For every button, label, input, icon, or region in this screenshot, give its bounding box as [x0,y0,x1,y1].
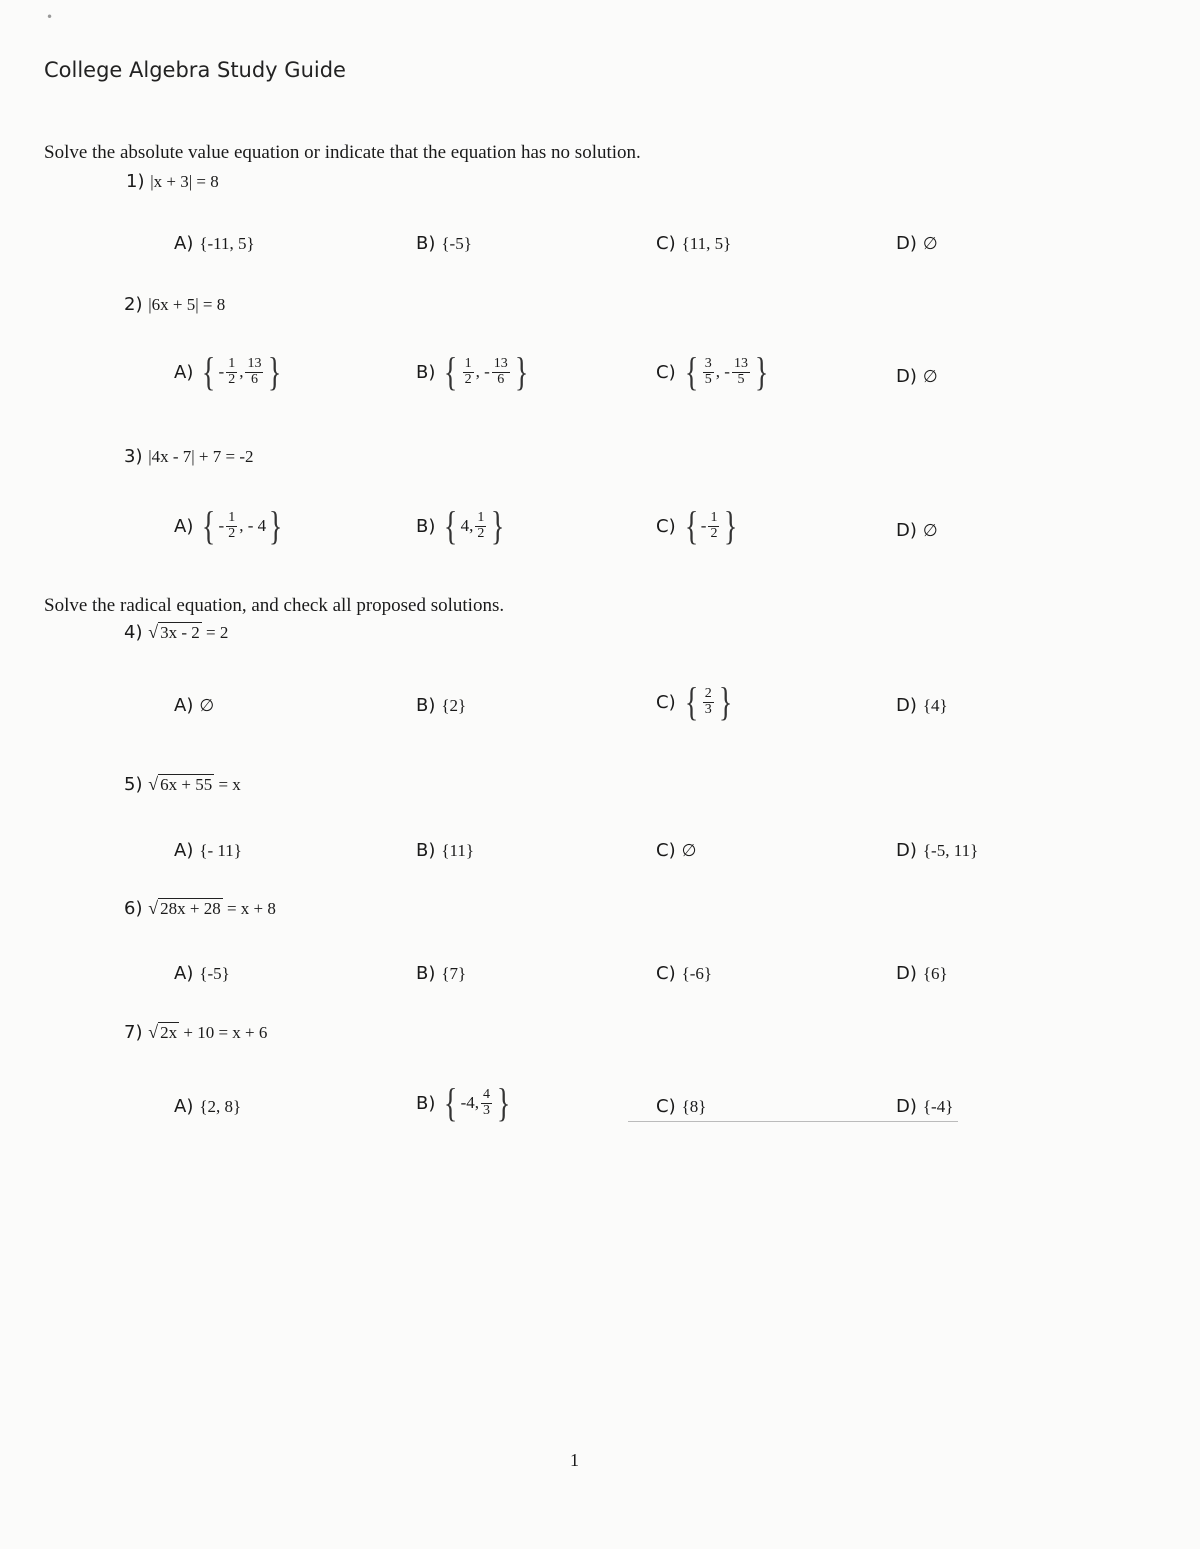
option-label: A) [174,233,194,254]
fraction [481,1088,492,1118]
option-value [682,679,735,724]
question-1-option-b[interactable] [416,233,472,254]
question-1-option-d[interactable] [896,233,938,254]
option-value [441,1080,513,1125]
option-label: D) [896,366,917,387]
question-equation [148,775,241,794]
question-6-option-a[interactable] [174,963,230,984]
denominator: 2 [228,525,236,541]
page-number: 1 [570,1450,579,1470]
fraction [475,511,486,541]
separator: , [239,362,244,381]
fraction [226,511,237,541]
question-1-option-c[interactable] [656,233,731,254]
question-6-option-d[interactable] [896,963,948,984]
option-label: C) [656,361,676,383]
suffix: , - 4 [239,516,267,535]
fraction [732,357,750,387]
option-label: A) [174,963,194,984]
square-root [148,898,222,919]
option-label: C) [656,840,676,861]
option-value [441,349,531,394]
question-5-option-c[interactable] [656,840,696,861]
question-equation: |x + 3| = 8 [150,172,219,191]
question-number: 4) [124,622,143,643]
option-label: D) [896,840,917,861]
square-root [148,622,202,643]
option-label: C) [656,515,676,537]
question-6-option-c[interactable] [656,963,712,984]
question-number: 6) [124,898,143,919]
option-label: D) [896,520,917,541]
right-brace: } [496,1080,511,1125]
option-value [441,503,507,548]
radicand: 6x + 55 [160,775,213,794]
prefix: -4, [460,1093,479,1112]
radical-sign-icon: √ [148,622,159,642]
question-7 [124,1022,267,1043]
sign: - [218,362,225,381]
fraction [245,357,263,387]
denominator: 5 [704,371,712,387]
left-brace: { [444,1080,458,1125]
option-label: D) [896,233,917,254]
denominator: 5 [737,371,745,387]
right-brace: } [269,503,283,548]
section-instruction-radical: Solve the radical equation, and check all proposed solutions. [44,595,505,616]
option-value: ∅ [199,695,215,715]
option-value: ∅ [922,233,938,253]
option-value: {7} [441,963,467,983]
option-label: C) [656,691,676,713]
question-3-option-c[interactable] [656,503,741,548]
separator: , - [715,362,730,381]
question-2-option-d[interactable] [896,366,938,387]
option-value: ∅ [922,366,938,386]
option-value: {-5} [441,233,472,253]
question-5-option-b[interactable] [416,840,474,861]
question-3-option-b[interactable] [416,503,508,548]
question-2-option-a[interactable] [174,349,285,394]
question-equation [148,899,276,918]
question-4 [124,622,228,643]
option-label: A) [174,515,194,537]
option-label: A) [174,1096,194,1117]
option-label: D) [896,695,917,716]
question-6 [124,898,276,919]
right-brace: } [718,679,733,724]
radicand: 2x [160,1023,178,1042]
option-label: B) [416,233,436,254]
option-value: ∅ [681,840,697,860]
option-value: {-5} [199,963,230,983]
option-label: A) [174,695,194,716]
option-value: {-11, 5} [199,233,255,253]
option-label: C) [656,233,676,254]
option-value: {8} [681,1096,707,1116]
option-label: B) [416,1092,436,1114]
left-brace: { [684,679,698,724]
option-value: {11} [441,840,475,860]
left-brace: { [202,349,216,394]
left-brace: { [684,503,698,548]
question-3-option-d[interactable] [896,520,938,541]
option-label: B) [416,515,436,537]
option-label: A) [174,840,194,861]
question-4-option-a[interactable] [174,695,214,716]
right-brace: } [491,503,505,548]
question-7-option-b[interactable] [416,1080,513,1125]
option-label: B) [416,695,436,716]
fraction [703,687,714,717]
prefix: - [218,516,225,535]
denominator: 2 [710,525,718,541]
question-7-option-d[interactable] [896,1096,953,1117]
question-5 [124,774,241,795]
question-4-option-d[interactable] [896,695,948,716]
denominator: 6 [497,371,505,387]
right-brace: } [754,349,769,394]
option-value [199,349,284,394]
question-6-option-b[interactable] [416,963,466,984]
scan-underline [628,1121,958,1122]
question-number: 1) [126,171,145,192]
numerator: 1 [710,509,718,525]
radical-sign-icon: √ [148,774,159,794]
prefix: 4, [460,516,474,535]
fraction [492,357,510,387]
option-value: {2} [441,695,467,715]
question-number: 7) [124,1022,143,1043]
right-brace: } [724,503,738,548]
option-value: {6} [922,963,948,983]
fraction [463,357,474,387]
question-4-option-b[interactable] [416,695,466,716]
option-label: B) [416,840,436,861]
question-equation: |6x + 5| = 8 [148,295,226,314]
option-value: {11, 5} [681,233,732,253]
question-3-option-a[interactable] [174,503,285,548]
numerator: 2 [704,685,712,701]
option-label: B) [416,963,436,984]
option-value: {-6} [681,963,713,983]
question-7-option-a[interactable] [174,1096,241,1117]
numerator: 1 [228,355,236,371]
numerator: 3 [704,355,712,371]
denominator: 6 [250,371,258,387]
fraction [708,511,719,541]
numerator: 1 [477,509,485,525]
left-brace: { [684,349,698,394]
equation-rest: = x [214,775,241,794]
option-label: D) [896,963,917,984]
denominator: 2 [464,371,472,387]
option-label: C) [656,1096,676,1117]
option-value: ∅ [922,520,938,540]
question-number: 5) [124,774,143,795]
section-instruction-absolute-value: Solve the absolute value equation or indicate that the equation has no solution. [44,142,641,163]
scan-mark: • [46,10,54,24]
question-2-option-c[interactable] [656,349,771,394]
question-equation [148,1023,267,1042]
question-2 [124,294,225,315]
denominator: 2 [228,371,236,387]
option-label: C) [656,963,676,984]
equation-rest: = 2 [201,623,229,642]
option-label: D) [896,1096,917,1117]
question-5-option-a[interactable] [174,840,242,861]
numerator: 1 [464,355,472,371]
option-value: {2, 8} [199,1096,242,1116]
question-4-option-c[interactable] [656,679,735,724]
square-root [148,774,214,795]
radicand: 28x + 28 [160,899,221,918]
option-label: A) [174,361,194,383]
left-brace: { [444,503,458,548]
option-value: {4} [922,695,948,715]
option-value [682,503,741,548]
question-number: 3) [124,446,143,467]
left-brace: { [202,503,216,548]
option-value [199,503,285,548]
question-3 [124,446,254,467]
numerator: 13 [247,355,262,371]
option-value [682,349,772,394]
question-1 [126,171,219,192]
option-value: {-4} [922,1096,954,1116]
option-value: {- 11} [199,840,242,860]
radical-sign-icon: √ [148,1022,159,1042]
prefix: - [700,516,707,535]
equation-rest: + 10 = x + 6 [179,1023,268,1042]
option-label: B) [416,361,436,383]
question-7-option-c[interactable] [656,1096,706,1117]
denominator: 3 [483,1102,490,1118]
radical-sign-icon: √ [148,898,159,918]
numerator: 13 [733,355,748,371]
right-brace: } [268,349,282,394]
denominator: 3 [704,701,712,717]
page-title: College Algebra Study Guide [44,58,346,82]
radicand: 3x - 2 [160,623,200,642]
fraction [226,357,237,387]
denominator: 2 [477,525,485,541]
question-2-option-b[interactable] [416,349,531,394]
question-1-option-a[interactable] [174,233,255,254]
left-brace: { [444,349,458,394]
fraction [703,357,714,387]
numerator: 13 [493,355,508,371]
numerator: 1 [228,509,236,525]
equation-rest: = x + 8 [222,899,276,918]
question-number: 2) [124,294,143,315]
numerator: 4 [483,1086,490,1102]
separator: , - [475,362,490,381]
option-value: {-5, 11} [922,840,979,860]
question-equation: |4x - 7| + 7 = -2 [148,447,254,466]
question-5-option-d[interactable] [896,840,978,861]
question-equation [148,623,228,642]
square-root [148,1022,179,1043]
right-brace: } [514,349,529,394]
